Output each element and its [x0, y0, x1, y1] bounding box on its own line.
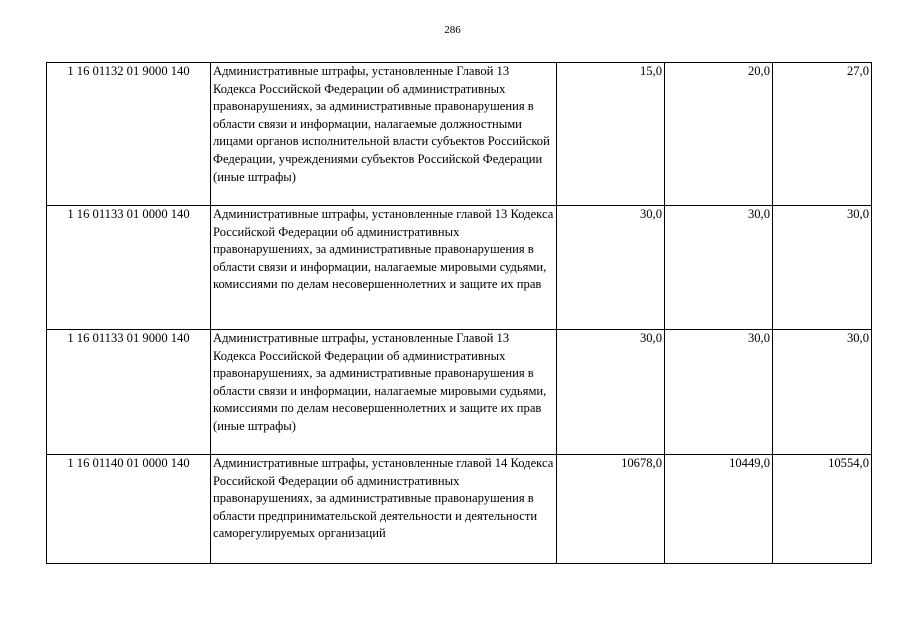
budget-code-cell: 1 16 01133 01 9000 140: [47, 330, 211, 455]
value-cell-year-2: 20,0: [665, 63, 773, 206]
table-row: [47, 206, 872, 330]
description-cell: Административные штрафы, установленные главой 13 Кодекса Российской Федерации об административных правонарушениях, за административные правонарушения в области связи и информации, налагаемые мировыми судьями, комиссиями по делам несовершеннолетних и защите их прав: [211, 206, 557, 330]
table-row: [47, 330, 872, 455]
value-cell-year-2: 30,0: [665, 330, 773, 455]
table-row: [47, 455, 872, 564]
value-cell-year-2: 30,0: [665, 206, 773, 330]
value-cell-year-3: 30,0: [773, 206, 872, 330]
table-row: [47, 63, 872, 206]
description-cell: Административные штрафы, установленные главой 14 Кодекса Российской Федерации об административных правонарушениях, за административные правонарушения в области предпринимательской деятельности и деятельности саморегулируемых организаций: [211, 455, 557, 564]
value-cell-year-3: 10554,0: [773, 455, 872, 564]
budget-code-cell: 1 16 01140 01 0000 140: [47, 455, 211, 564]
budget-code-cell: 1 16 01132 01 9000 140: [47, 63, 211, 206]
value-cell-year-3: 27,0: [773, 63, 872, 206]
value-cell-year-1: 30,0: [557, 330, 665, 455]
value-cell-year-3: 30,0: [773, 330, 872, 455]
page-number: 286: [444, 24, 461, 36]
budget-table: [46, 62, 872, 564]
value-cell-year-1: 10678,0: [557, 455, 665, 564]
description-cell: Административные штрафы, установленные Главой 13 Кодекса Российской Федерации об административных правонарушениях, за административные правонарушения в области связи и информации, налагаемые мировыми судьями, комиссиями по делам несовершеннолетних и защите их прав (иные штрафы): [211, 330, 557, 455]
description-cell: Административные штрафы, установленные Главой 13 Кодекса Российской Федерации об административных правонарушениях, за административные правонарушения в области связи и информации, налагаемые должностными лицами органов исполнительной власти субъектов Российской Федерации, учреждениями субъектов Российской Федерации (иные штрафы): [211, 63, 557, 206]
value-cell-year-1: 30,0: [557, 206, 665, 330]
value-cell-year-2: 10449,0: [665, 455, 773, 564]
value-cell-year-1: 15,0: [557, 63, 665, 206]
budget-code-cell: 1 16 01133 01 0000 140: [47, 206, 211, 330]
